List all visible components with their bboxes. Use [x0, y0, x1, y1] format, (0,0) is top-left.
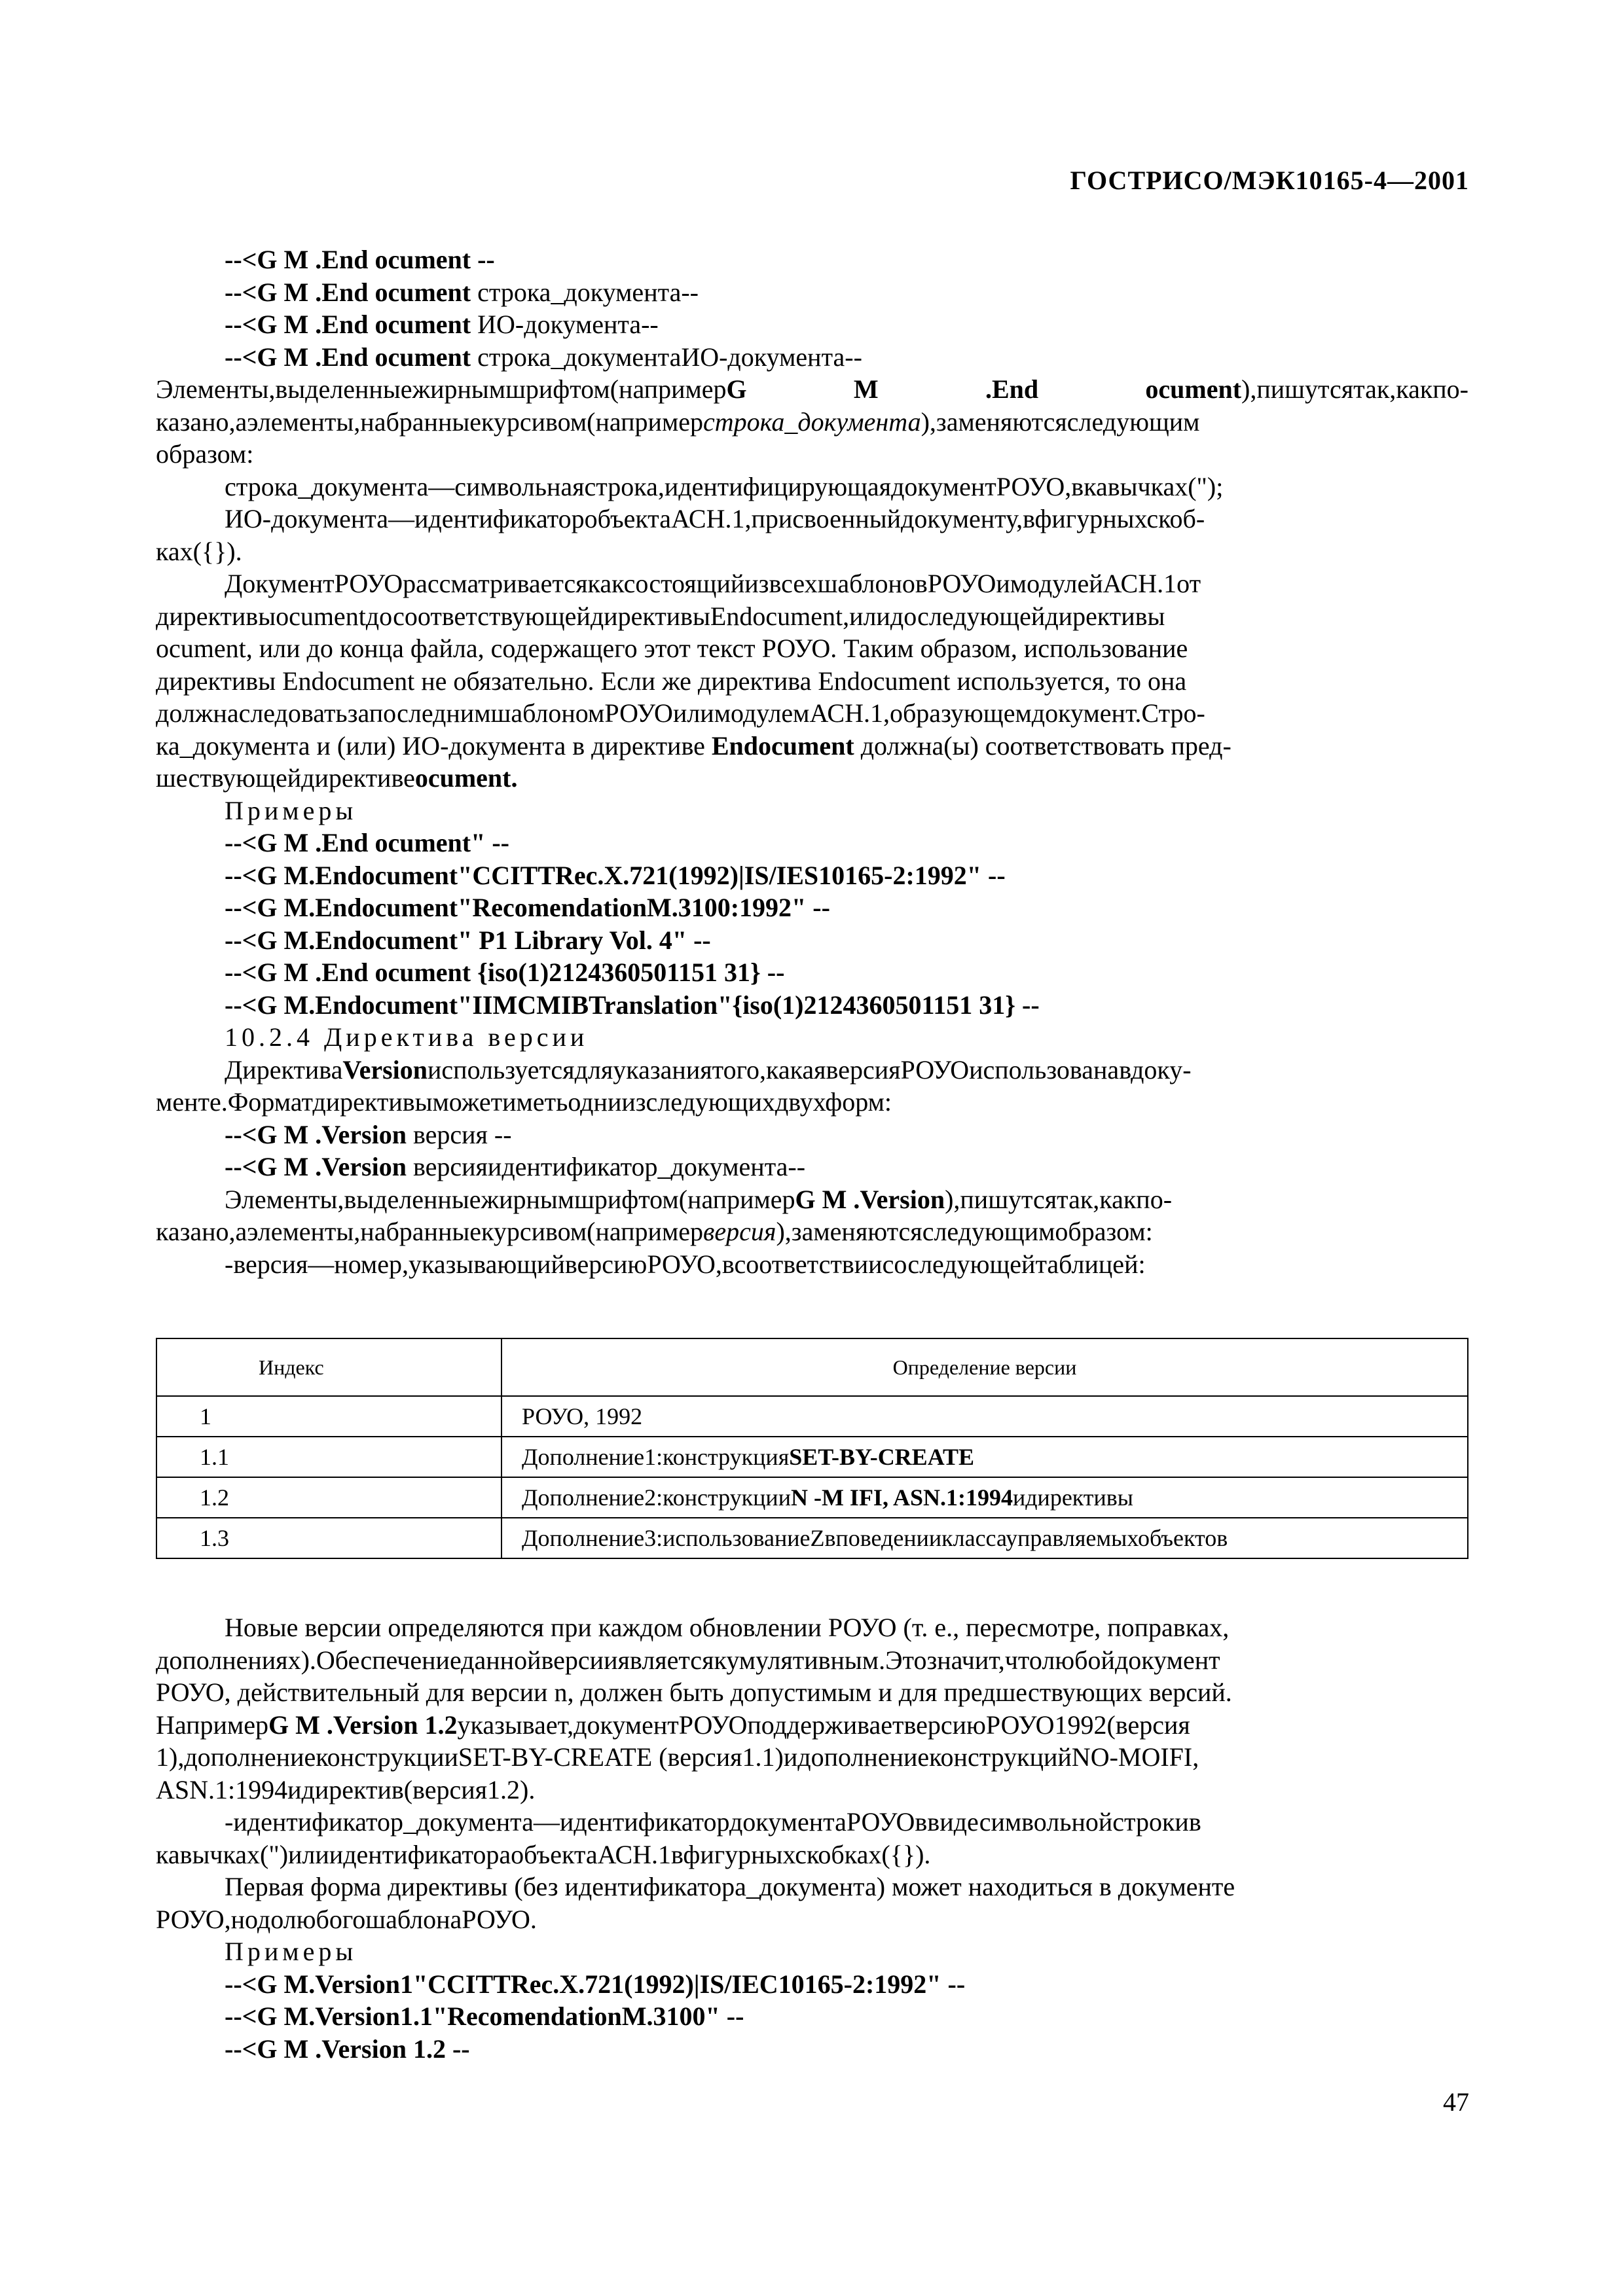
examples-label: Примеры — [225, 795, 357, 825]
example-line: --<G M .Version 1.2 -- — [225, 2034, 470, 2064]
text-line: казано,аэлементы,набранныекурсивом(напримерверсия),заменяютсяследующимобразом: — [156, 1217, 1153, 1246]
text-line: должнаследоватьзапоследнимшаблономРОУОилимодулемАСН.1,образующемдокумент.Стро- — [156, 698, 1205, 728]
text-line: строка_документа—символьнаястрока,идентифицирующаядокументРОУО,вкавычках("); — [225, 471, 1224, 501]
text-line: РОУО,нодолюбогошаблонаРОУО. — [156, 1904, 537, 1934]
code-line — [156, 341, 1468, 374]
code-line — [156, 243, 1468, 276]
code-line — [156, 308, 1468, 341]
tail-text — [156, 1611, 1468, 2065]
text-line: Элементы,выделенныежирнымшрифтом(напримерG M .Version),пишутсятак,какпо- — [225, 1184, 1173, 1214]
main-text — [156, 243, 1468, 1280]
table-row — [156, 1518, 1468, 1558]
example-line: --<G M.Endocument" P1 Library Vol. 4" -- — [225, 925, 711, 955]
text-line: ДирективаVersionиспользуетсядляуказаниятого,какаяверсияРОУОиспользованавдоку- — [225, 1054, 1192, 1085]
text-line: директивы Endocument не обязательно. Если же директива Endocument используется, то она — [156, 666, 1187, 696]
text-line: РОУО, действительный для версии n, должен быть допустимым и для предшествующих версий. — [156, 1677, 1232, 1707]
index-cell: 1.3 — [156, 1518, 501, 1558]
text-line: НапримерG M .Version 1.2указывает,документРОУОподдерживаетверсиюРОУО1992(версия — [156, 1710, 1190, 1740]
definition-cell: РОУО, 1992 — [501, 1396, 1468, 1437]
text-line: кавычках(")илиидентификатораобъектаАСН.1вфигурныхскобках({}). — [156, 1839, 931, 1869]
example-line: --<G M .End ocument {iso(1)2124360501151 31} -- — [225, 958, 785, 987]
example-line: --<G M.Endocument"IIMCMIBTranslation"{iso(1)2124360501151 31} -- — [225, 990, 1040, 1020]
table-row — [156, 1477, 1468, 1518]
code-line — [156, 276, 1468, 309]
text-line: ИО-документа—идентификаторобъектаАСН.1,присвоенныйдокументу,вфигурныхскоб- — [225, 504, 1205, 533]
column-header-index: Индекс — [156, 1338, 501, 1396]
page-header: ГОСТРИСО/МЭК10165-4—2001 — [1070, 166, 1469, 195]
code-text: --<G M .End ocument — [225, 277, 471, 307]
code-text: --<G M .End ocument — [225, 310, 471, 339]
code-text: строка_документа-- — [477, 277, 699, 307]
index-cell: 1.2 — [156, 1477, 501, 1518]
text-line: -версия—номер,указывающийверсиюРОУО,всоответствиисоследующейтаблицей: — [225, 1249, 1146, 1279]
version-table — [156, 1338, 1468, 1559]
example-line: --<G M.Version1.1"RecomendationM.3100" -- — [225, 2001, 744, 2031]
table-row — [156, 1396, 1468, 1437]
example-line: --<G M.Version1"CCITTRec.X.721(1992)|IS/IEC10165-2:1992" -- — [225, 1969, 966, 1999]
text-line: ocument, или до конца файла, содержащего этот текст РОУО. Таким образом, использование — [156, 634, 1188, 663]
example-line: --<G M.Endocument"CCITTRec.X.721(1992)|IS/IES10165-2:1992" -- — [225, 860, 1006, 890]
code-text: --<G M .End ocument — [225, 342, 471, 372]
text-line: менте.Форматдирективыможетиметьодниизследующихдвухформ: — [156, 1087, 892, 1117]
code-text: --<G M .End ocument -- — [225, 245, 495, 274]
text-line: ка_документа и (или) ИО-документа в директиве Endocument должна(ы) соответствовать пред- — [156, 730, 1231, 761]
code-line: --<G M .Version версияидентификатор_документа-- — [225, 1152, 806, 1181]
text-line: ках({}). — [156, 536, 242, 566]
code-text: ИО-документа-- — [477, 310, 659, 339]
examples-label: Примеры — [225, 1937, 357, 1966]
text-line: директивыocumentдосоответствующейдирективыEndocument,илидоследующейдирективы — [156, 601, 1165, 631]
definition-cell: Дополнение1:конструкцияSET-BY-CREATE — [501, 1437, 1468, 1477]
example-line: --<G M .End ocument" -- — [225, 828, 509, 857]
text-line: -идентификатор_документа—идентификатордокументаРОУОввидесимвольнойстрокив — [225, 1807, 1201, 1837]
text-line: ASN.1:1994идиректив(версия1.2). — [156, 1774, 536, 1804]
example-line: --<G M.Endocument"RecomendationM.3100:1992" -- — [225, 893, 830, 922]
section-heading: 10.2.4 Директива версии — [225, 1022, 589, 1052]
page-number: 47 — [1443, 2087, 1469, 2117]
text-line: Элементы,выделенныежирнымшрифтом(напримерG M .End ocument),пишутсятак,какпо- — [156, 374, 1468, 404]
index-cell: 1.1 — [156, 1437, 501, 1477]
code-line: --<G M .Version версия -- — [225, 1119, 512, 1149]
text-line: 1),дополнениеконструкцииSET-BY-CREATE (версия1.1)идополнениеконструкцийNO-MOIFI, — [156, 1742, 1199, 1772]
text-line: Новые версии определяются при каждом обновлении РОУО (т. е., пересмотре, поправках, — [225, 1613, 1230, 1642]
text-line: Первая форма директивы (без идентификатора_документа) может находиться в документе — [225, 1872, 1235, 1901]
text-line: казано,аэлементы,набранныекурсивом(напримерстрока_документа),заменяютсяследующим — [156, 406, 1200, 437]
text-line: образом: — [156, 439, 254, 469]
text-line: шествующейдирективеocument. — [156, 763, 518, 793]
text-line: дополнениях).Обеспечениеданнойверсииявляетсякумулятивным.Этозначит,чтолюбойдокумент — [156, 1645, 1220, 1675]
code-text: строка_документаИО-документа-- — [477, 342, 862, 372]
index-cell: 1 — [156, 1396, 501, 1437]
table-row — [156, 1437, 1468, 1477]
text-line: ДокументРОУОрассматриваетсякаксостоящийизвсехшаблоновРОУОимодулейАСН.1от — [225, 569, 1201, 598]
definition-cell: Дополнение2:конструкцииN -M IFI, ASN.1:1994идирективы — [501, 1477, 1468, 1518]
column-header-definition: Определение версии — [501, 1338, 1468, 1396]
definition-cell: Дополнение3:использованиеZвповеденииклассауправляемыхобъектов — [501, 1518, 1468, 1558]
table-header-row — [156, 1338, 1468, 1396]
